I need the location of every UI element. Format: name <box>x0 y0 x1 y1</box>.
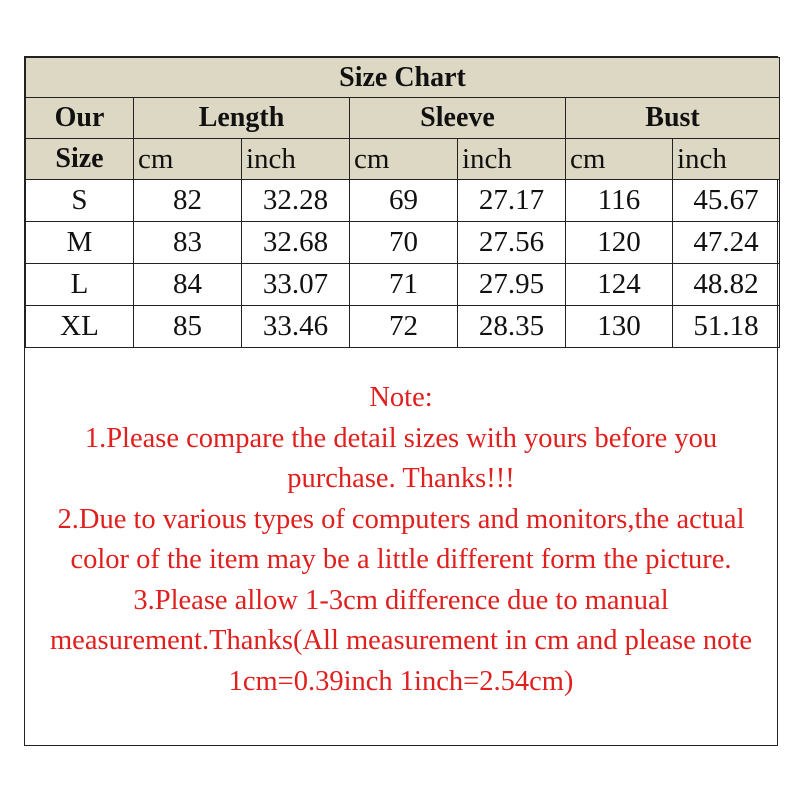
value-cell: 47.24 <box>673 222 780 264</box>
value-cell: 84 <box>134 264 242 306</box>
value-cell: 27.56 <box>458 222 566 264</box>
note-1: 1.Please compare the detail sizes with yours before you purchase. Thanks!!! <box>84 422 718 494</box>
note-3: 3.Please allow 1-3cm difference due to manual measurement.Thanks(All measurement in cm and please note 1cm=0.39inch 1inch=2.54cm) <box>50 584 752 697</box>
value-cell: 83 <box>134 222 242 264</box>
value-cell: 32.28 <box>242 180 350 222</box>
note-2: 2.Due to various types of computers and monitors,the actual color of the item may be a little different form the picture. <box>57 503 745 575</box>
size-chart <box>24 56 778 746</box>
value-cell: 51.18 <box>673 306 780 348</box>
value-cell: 130 <box>566 306 673 348</box>
size-cell: L <box>26 264 134 306</box>
unit-cell: cm <box>350 139 458 180</box>
value-cell: 120 <box>566 222 673 264</box>
value-cell: 116 <box>566 180 673 222</box>
value-cell: 85 <box>134 306 242 348</box>
unit-cell: cm <box>134 139 242 180</box>
value-cell: 82 <box>134 180 242 222</box>
size-label: Size <box>26 139 134 180</box>
unit-cell: inch <box>458 139 566 180</box>
notes-section <box>25 364 777 745</box>
unit-cell: cm <box>566 139 673 180</box>
value-cell: 70 <box>350 222 458 264</box>
table-row <box>26 264 780 306</box>
value-cell: 48.82 <box>673 264 780 306</box>
table-row <box>26 306 780 348</box>
value-cell: 33.07 <box>242 264 350 306</box>
value-cell: 72 <box>350 306 458 348</box>
value-cell: 33.46 <box>242 306 350 348</box>
value-cell: 71 <box>350 264 458 306</box>
unit-cell: inch <box>242 139 350 180</box>
header-length: Length <box>134 98 350 139</box>
unit-cell: inch <box>673 139 780 180</box>
value-cell: 27.17 <box>458 180 566 222</box>
header-sleeve: Sleeve <box>350 98 566 139</box>
value-cell: 45.67 <box>673 180 780 222</box>
note-heading: Note: <box>369 382 433 413</box>
header-bust: Bust <box>566 98 780 139</box>
value-cell: 32.68 <box>242 222 350 264</box>
value-cell: 124 <box>566 264 673 306</box>
table-row <box>26 222 780 264</box>
size-table <box>25 57 780 348</box>
our-label: Our <box>26 98 134 139</box>
size-cell: S <box>26 180 134 222</box>
value-cell: 28.35 <box>458 306 566 348</box>
value-cell: 69 <box>350 180 458 222</box>
size-cell: XL <box>26 306 134 348</box>
size-cell: M <box>26 222 134 264</box>
value-cell: 27.95 <box>458 264 566 306</box>
chart-title: Size Chart <box>26 58 780 98</box>
table-row <box>26 180 780 222</box>
